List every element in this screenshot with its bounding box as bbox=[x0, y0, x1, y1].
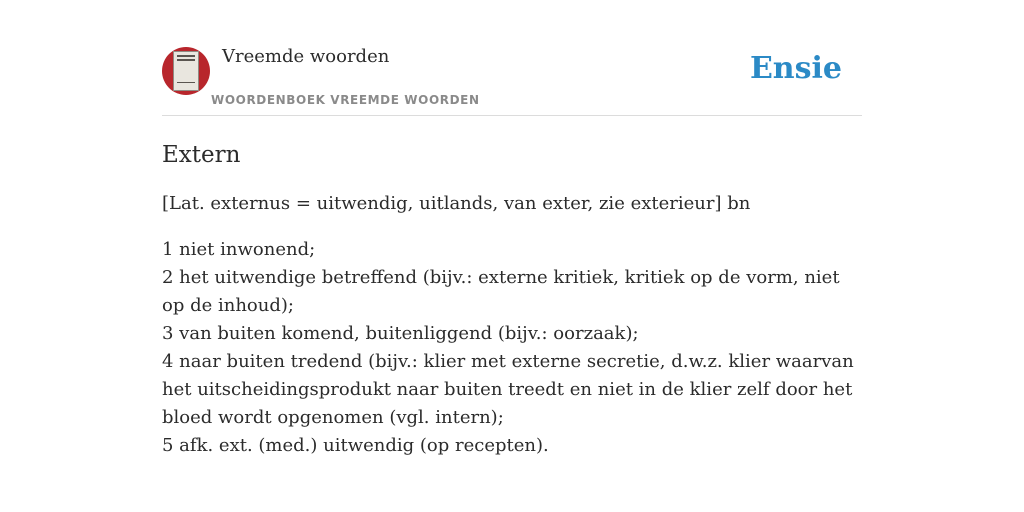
definition-list bbox=[162, 236, 862, 460]
brand-logo[interactable]: Ensie bbox=[749, 51, 842, 86]
definition-item: 2 het uitwendige betreffend (bijv.: externe kritiek, kritiek op de vorm, niet op de inhoud); bbox=[162, 267, 840, 316]
definition-item: 3 van buiten komend, buitenliggend (bijv.: oorzaak); bbox=[162, 323, 639, 344]
entry-title: Extern bbox=[162, 142, 241, 168]
book-shape bbox=[173, 51, 199, 91]
definition-item: 1 niet inwonend; bbox=[162, 239, 316, 260]
site-name[interactable]: Vreemde woorden bbox=[222, 46, 390, 67]
entry-card bbox=[162, 44, 862, 460]
entry-etymology: [Lat. externus = uitwendig, uitlands, van exter, zie exterieur] bn bbox=[162, 193, 751, 214]
book-cover-icon[interactable] bbox=[162, 47, 210, 95]
header bbox=[162, 44, 862, 116]
definition-item: 5 afk. ext. (med.) uitwendig (op recepten). bbox=[162, 435, 549, 456]
site-subtitle: WOORDENBOEK VREEMDE WOORDEN bbox=[211, 93, 480, 107]
definition-item: 4 naar buiten tredend (bijv.: klier met externe secretie, d.w.z. klier waarvan het uitscheidingsprodukt naar buiten treedt en niet in de klier zelf door het bloed wordt opgenomen (vgl. intern); bbox=[162, 351, 854, 428]
